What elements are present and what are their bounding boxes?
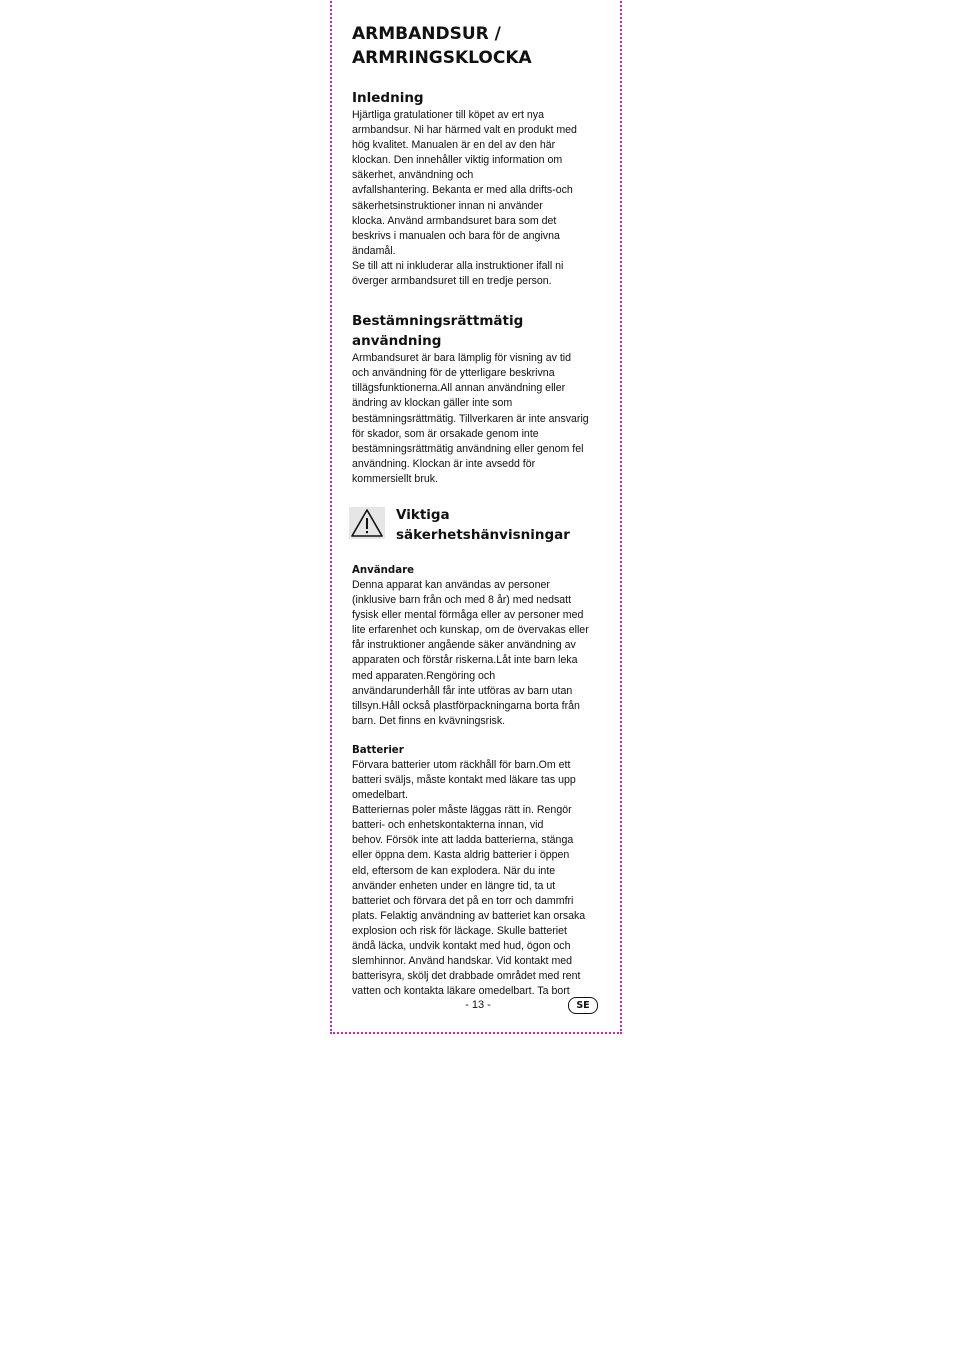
title-line-2: ARMRINGSKLOCKA	[352, 48, 532, 68]
heading-line-2: användning	[352, 333, 442, 350]
subsection-heading-batterier: Batterier	[352, 744, 404, 756]
page-content	[352, 22, 604, 999]
section-body-inledning: Hjärtliga gratulationer till köpet av ert nya armbandsur. Ni har härmed valt en produkt med hög kvalitet. Manualen är en del av den här klockan. Den innehåller viktig information om säkerhet, användning och avfallshantering. Bekanta er med alla drifts-och säkerhetsinstruktioner innan ni använder klocka. Använd armbandsuret bara som det beskrivs i manualen och bara för de angivna ändamål. Se till att ni inkluderar alla instruktioner ifall ni överger armbandsuret till en tredje person.	[352, 109, 577, 288]
section-heading-sakerhet	[396, 505, 570, 545]
subsection-body-anvandare: Denna apparat kan användas av personer (inklusive barn från och med 8 år) med nedsatt fysisk eller mental förmåga eller av personer med lite erfarenhet och kunskap, om de övervakas eller får instruktioner angående säker användning av apparaten och förstår riskerna.Låt inte barn leka med apparaten.Rengöring och användarunderhåll får inte utföras av barn utan tillsyn.Håll också plastförpackningarna borta från barn. Det finns en kvävningsrisk.	[352, 578, 589, 727]
subsection-heading-anvandare: Användare	[352, 564, 415, 576]
subsection-anvandare	[352, 563, 604, 729]
document-title	[352, 22, 604, 70]
section-body-bestamning: Armbandsuret är bara lämplig för visning av tid och användning för de ytterligare beskrivna tillägsfunktionerna.All annan användning eller ändring av klockan gäller inte som bestämningsrättmätig. Tillverkaren är inte ansvarig för skador, som är orsakade genom inte bestämningsrättmätig användning eller genom fel användning. Klockan är inte avsedd för kommersiellt bruk.	[352, 352, 589, 485]
heading-line-2: säkerhetshänvisningar	[396, 526, 570, 543]
section-heading-inledning: Inledning	[352, 90, 424, 106]
subsection-batterier	[352, 743, 604, 1000]
section-bestamning	[352, 311, 604, 487]
section-inledning	[352, 88, 604, 289]
title-line-1: ARMBANDSUR /	[352, 24, 501, 44]
heading-line-1: Viktiga	[396, 506, 450, 523]
heading-line-1: Bestämningsrättmätig	[352, 313, 524, 330]
language-badge: SE	[568, 997, 598, 1014]
safety-heading-block	[352, 505, 604, 545]
page-footer	[352, 996, 604, 1016]
subsection-body-batterier: Förvara batterier utom räckhåll för barn.Om ett batteri sväljs, måste kontakt med läkare tas upp omedelbart. Batteriernas poler måste läggas rätt in. Rengör batteri- och enhetskontakterna innan, vid behov. Försök inte att ladda batterierna, stänga eller öppna dem. Kasta aldrig batterier i öppen eld, eftersom de kan explodera. När du inte använder enheten under en längre tid, ta ut batteriet och förvara det på en torr och dammfri plats. Felaktig användning av batteriet kan orsaka explosion och risk för läckage. Skulle batteriet ändå läcka, undvik kontakt med hud, ögon och slemhinnor. Använd handskar. Vid kontakt med batterisyra, skölj det drabbade området med rent vatten och kontakta läkare omedelbart. Ta bort	[352, 758, 586, 998]
warning-triangle-icon	[349, 507, 385, 539]
section-heading-bestamning	[352, 311, 604, 351]
page-number: - 13 -	[465, 999, 491, 1011]
